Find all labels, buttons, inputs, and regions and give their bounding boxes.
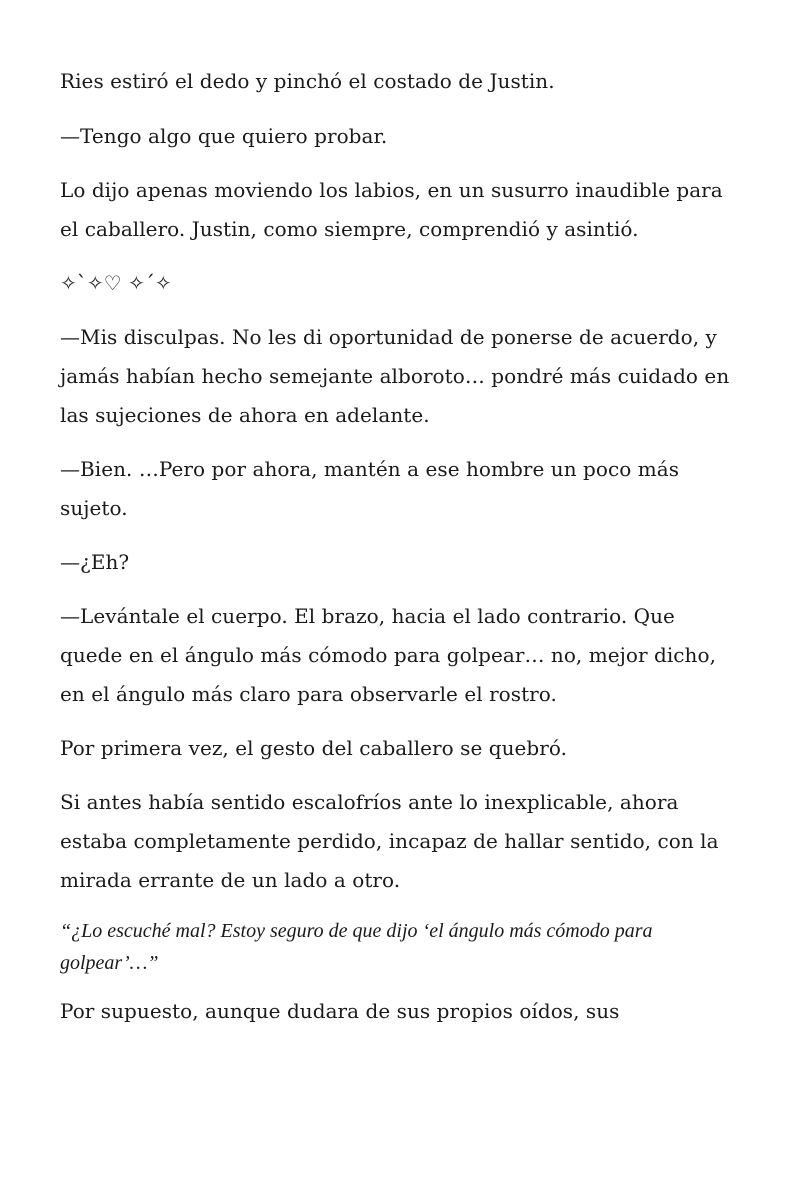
paragraph-7: —¿Eh? — [60, 550, 130, 574]
paragraph-10: Si antes había sentido escalofríos ante lo inexplicable, ahora estaba completamente perdido, incapaz de hallar sentido, con la mirada errante de un lado a otro. — [60, 790, 719, 892]
paragraph-6: —Bien. …Pero por ahora, mantén a ese hombre un poco más sujeto. — [60, 457, 680, 520]
paragraph-1: Ries estiró el dedo y pinchó el costado de Justin. — [60, 69, 555, 93]
paragraph-12: Por supuesto, aunque dudara de sus propios oídos, sus — [60, 999, 620, 1023]
scene-break-symbols: ✧`✧♡ ✧´✧ — [60, 271, 172, 295]
paragraph-9: Por primera vez, el gesto del caballero se quebró. — [60, 736, 568, 760]
inner-thought: “¿Lo escuché mal? Estoy seguro de que dijo ‘el ángulo más cómodo para golpear’…” — [60, 920, 653, 974]
paragraph-3: Lo dijo apenas moviendo los labios, en un susurro inaudible para el caballero. Justin, como siempre, comprendió y asintió. — [60, 178, 723, 241]
paragraph-8: —Levántale el cuerpo. El brazo, hacia el lado contrario. Que quede en el ángulo más cómodo para golpear… no, mejor dicho, en el ángulo más claro para observarle el rostro. — [60, 604, 716, 706]
paragraph-2: —Tengo algo que quiero probar. — [60, 124, 388, 148]
paragraph-5: —Mis disculpas. No les di oportunidad de ponerse de acuerdo, y jamás habían hecho semejante alboroto… pondré más cuidado en las sujeciones de ahora en adelante. — [60, 325, 730, 427]
